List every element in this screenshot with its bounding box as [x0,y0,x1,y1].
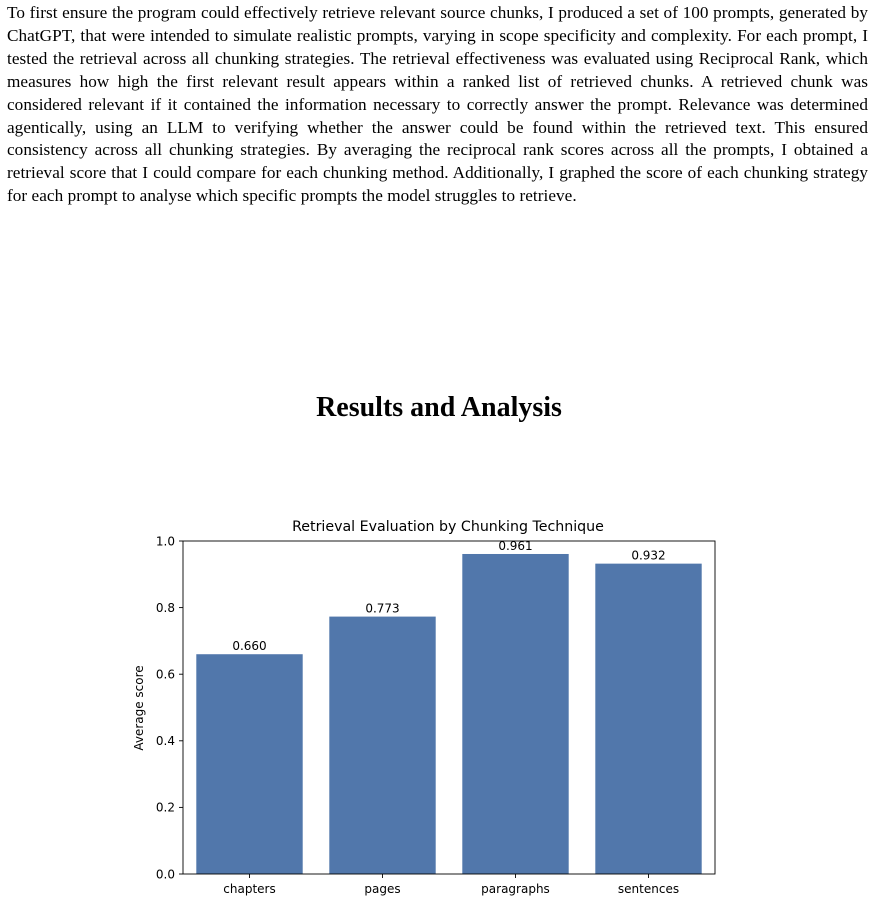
section-heading: Results and Analysis [316,392,562,423]
x-tick-label-chapters: chapters [223,882,276,896]
body-paragraph: To first ensure the program could effectively retrieve relevant source chunks, I produced a set of 100 prompts, generated by ChatGPT, that were intended to simulate realistic prompts, varying in scope specificity and complexity. For each prompt, I tested the retrieval across all chunking strategies. The retrieval effectiveness was evaluated using Reciprocal Rank, which measures how high the first relevant result appears within a ranked list of retrieved chunks. A retrieved chunk was considered relevant if it contained the information necessary to correctly answer the prompt. Relevance was determined agentically, using an LLM to verifying whether the answer could be found within the retrieved text. This ensured consistency across all chunking strategies. By averaging the reciprocal rank scores across all the prompts, I obtained a retrieval score that I could compare for each chunking method. Additionally, I graphed the score of each chunking strategy for each prompt to analyse which specific prompts the model struggles to retrieve. [7,3,868,206]
y-axis-label: Average score [132,665,146,751]
bar-chapters [196,654,302,874]
value-label-pages: 0.773 [365,601,400,616]
bar-pages [329,617,435,874]
y-tick-label: 0.2 [155,800,175,815]
x-tick-label-sentences: sentences [617,882,680,896]
chart-title: Retrieval Evaluation by Chunking Technique [292,519,604,535]
y-tick-label: 1.0 [155,534,175,549]
x-tick-label-paragraphs: paragraphs [481,882,550,896]
value-label-chapters: 0.660 [232,639,267,654]
bar-paragraphs [462,554,568,874]
y-tick-label: 0.6 [155,667,175,682]
bar-sentences [595,564,701,874]
x-tick-label-pages: pages [364,882,401,896]
y-tick-label: 0.4 [155,734,175,749]
y-tick-label: 0.0 [155,867,175,882]
y-tick-label: 0.8 [155,600,175,615]
value-label-sentences: 0.932 [631,548,666,563]
bars-layer [196,554,701,874]
value-label-paragraphs: 0.961 [498,538,533,553]
